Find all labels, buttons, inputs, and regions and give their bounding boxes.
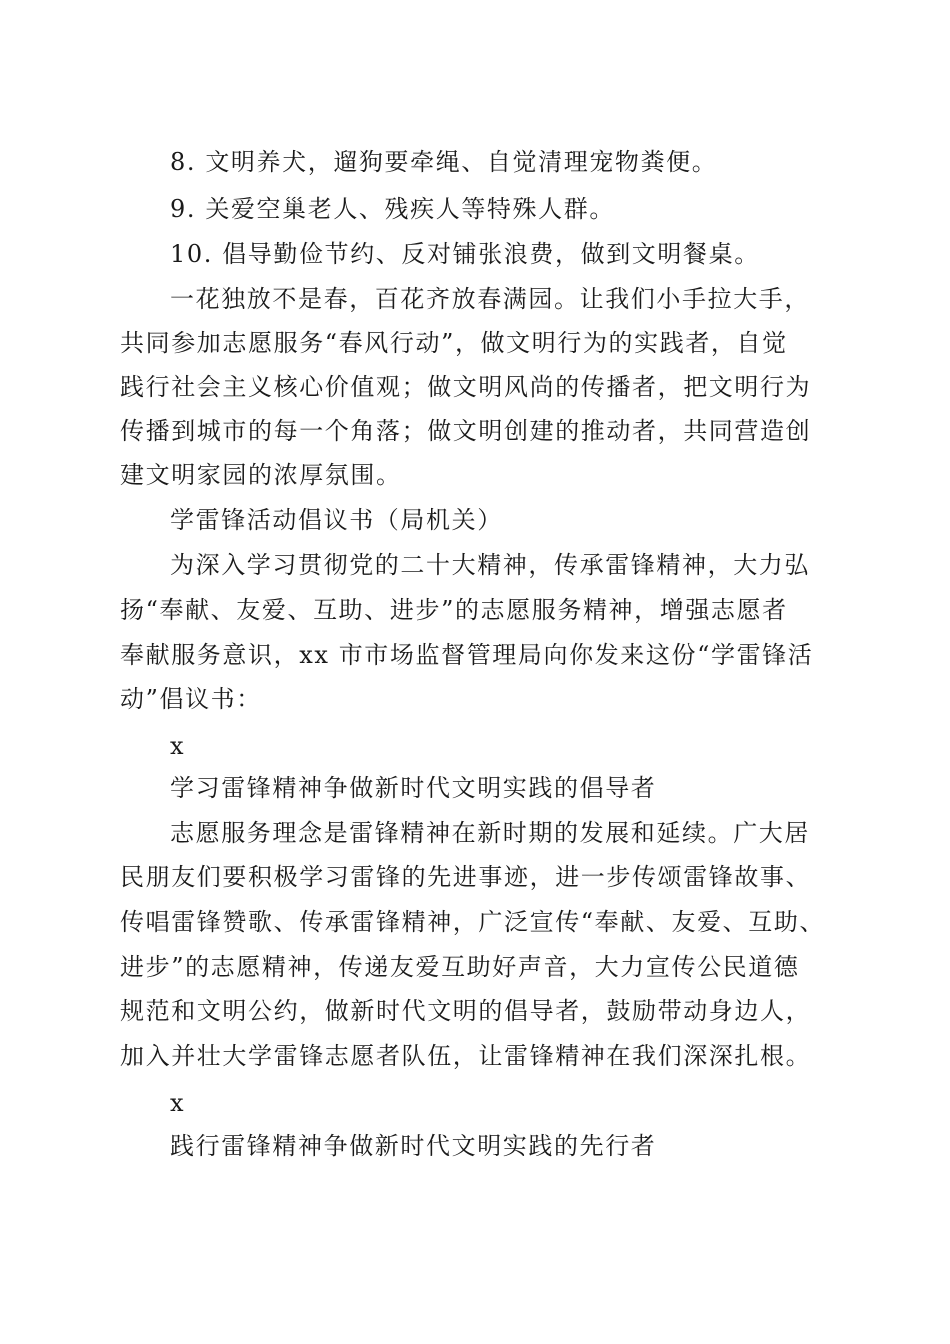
paragraph-line: 践行社会主义核心价值观；做文明风尚的传播者，把文明行为 (120, 373, 812, 401)
section-title: 学雷锋活动倡议书（局机关） (170, 506, 503, 534)
paragraph-line: 民朋友们要积极学习雷锋的先进事迹，进一步传颂雷锋故事、 (120, 863, 812, 891)
paragraph-line: 进步”的志愿精神，传递友爱互助好声音，大力宣传公民道德 (120, 953, 800, 981)
list-item-8: 8. 文明养犬，遛狗要牵绳、自觉清理宠物粪便。 (170, 148, 718, 176)
paragraph-line: 动”倡议书： (120, 685, 262, 713)
paragraph-line: 奉献服务意识，xx 市市场监督管理局向你发来这份“学雷锋活 (120, 641, 814, 669)
paragraph-line: 共同参加志愿服务“春风行动”，做文明行为的实践者，自觉 (120, 329, 788, 357)
list-item-9: 9. 关爱空巢老人、残疾人等特殊人群。 (170, 195, 615, 223)
paragraph-line: 一花独放不是春，百花齐放春满园。让我们小手拉大手， (170, 285, 810, 313)
list-item-10: 10. 倡导勤俭节约、反对铺张浪费，做到文明餐桌。 (170, 240, 760, 268)
section-heading: 学习雷锋精神争做新时代文明实践的倡导者 (170, 774, 657, 802)
paragraph-line: 志愿服务理念是雷锋精神在新时期的发展和延续。广大居 (170, 819, 810, 847)
paragraph-line: 建文明家园的浓厚氛围。 (120, 461, 402, 489)
paragraph-line: 为深入学习贯彻党的二十大精神，传承雷锋精神，大力弘 (170, 551, 810, 579)
section-heading: 践行雷锋精神争做新时代文明实践的先行者 (170, 1132, 657, 1160)
paragraph-line: 扬“奉献、友爱、互助、进步”的志愿服务精神，增强志愿者 (120, 596, 788, 624)
paragraph-line: 规范和文明公约，做新时代文明的倡导者，鼓励带动身边人， (120, 997, 812, 1025)
placeholder-mark: x (170, 732, 186, 760)
paragraph-line: 加入并壮大学雷锋志愿者队伍，让雷锋精神在我们深深扎根。 (120, 1042, 812, 1070)
paragraph-line: 传播到城市的每一个角落；做文明创建的推动者，共同营造创 (120, 417, 812, 445)
placeholder-mark: x (170, 1089, 186, 1117)
paragraph-line: 传唱雷锋赞歌、传承雷锋精神，广泛宣传“奉献、友爱、互助、 (120, 908, 826, 936)
